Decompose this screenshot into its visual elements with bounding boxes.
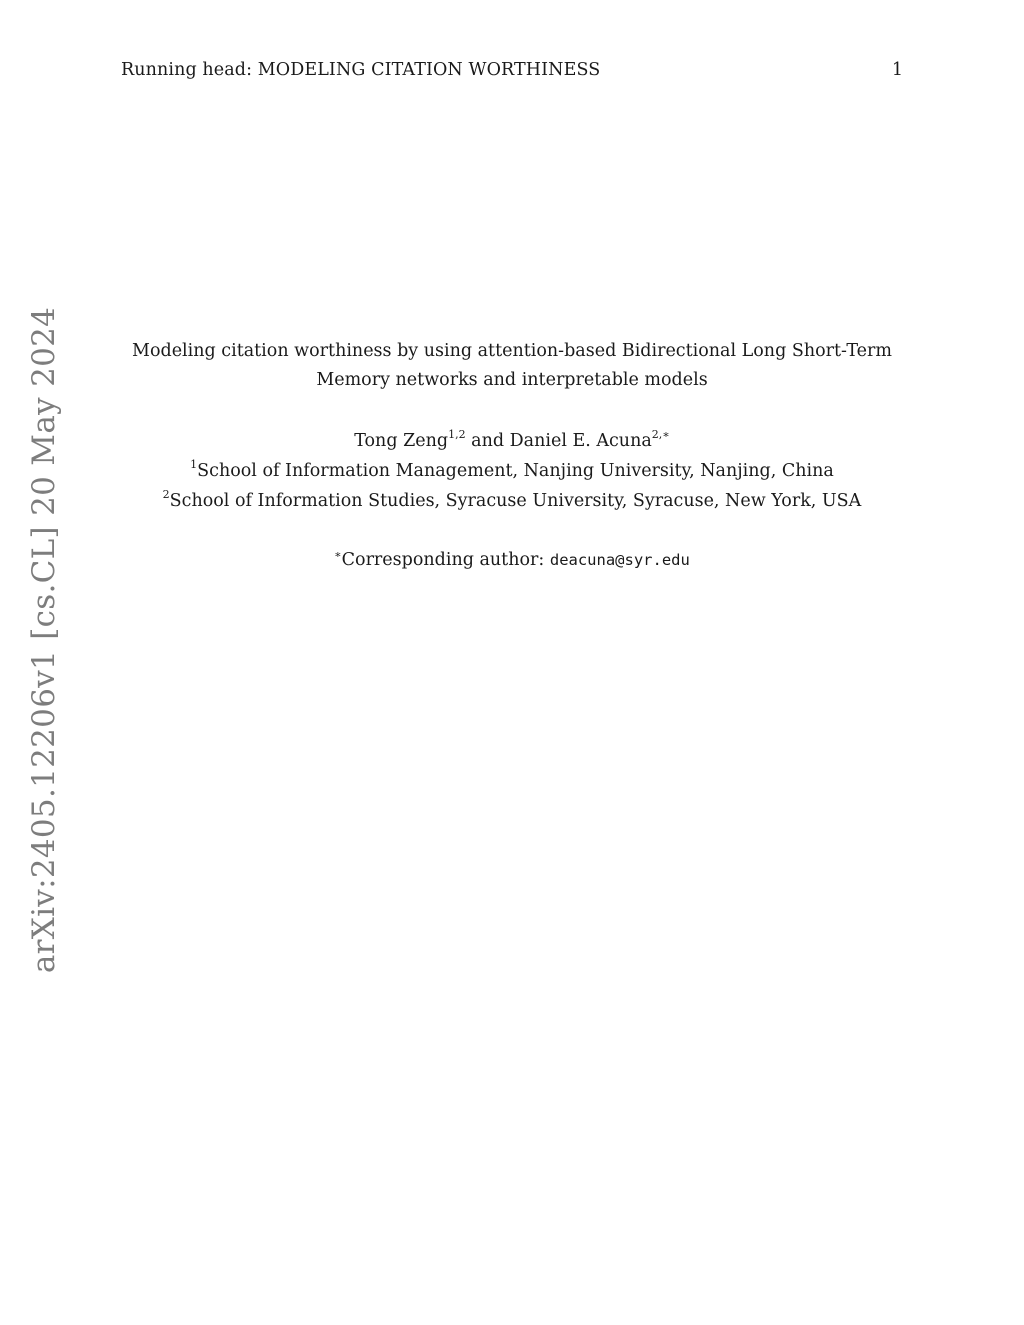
affiliation-2-text: School of Information Studies, Syracuse University, Syracuse, New York, USA [169, 491, 862, 511]
corresponding-author-label: Corresponding author: [341, 550, 550, 570]
paper-title [100, 337, 924, 395]
author-1-name: Tong Zeng [354, 431, 449, 451]
corresponding-author-mark: ∗ [334, 548, 342, 562]
corresponding-author-email[interactable]: deacuna@syr.edu [549, 551, 690, 569]
affiliation-1-mark: 1 [190, 458, 198, 472]
page-number: 1 [891, 60, 903, 80]
affiliation-2 [100, 486, 924, 516]
corresponding-author [100, 546, 924, 575]
author-1-affiliation-marks: 1,2 [448, 428, 466, 442]
author-names [100, 426, 924, 456]
title-line-2: Memory networks and interpretable models [316, 370, 708, 390]
author-conjunction: and [465, 431, 510, 451]
running-head: Running head: MODELING CITATION WORTHINESS [121, 60, 601, 80]
affiliation-1-text: School of Information Management, Nanjing University, Nanjing, China [197, 461, 834, 481]
author-2-name: Daniel E. Acuna [509, 431, 652, 451]
title-line-1: Modeling citation worthiness by using attention-based Bidirectional Long Short-Term [132, 341, 892, 361]
author-2-affiliation-marks: 2,∗ [651, 428, 670, 442]
arxiv-identifier-stamp: arXiv:2405.12206v1 [cs.CL] 20 May 2024 [26, 306, 62, 974]
affiliation-2-mark: 2 [162, 488, 170, 502]
author-block [100, 426, 924, 516]
affiliation-1 [100, 456, 924, 486]
